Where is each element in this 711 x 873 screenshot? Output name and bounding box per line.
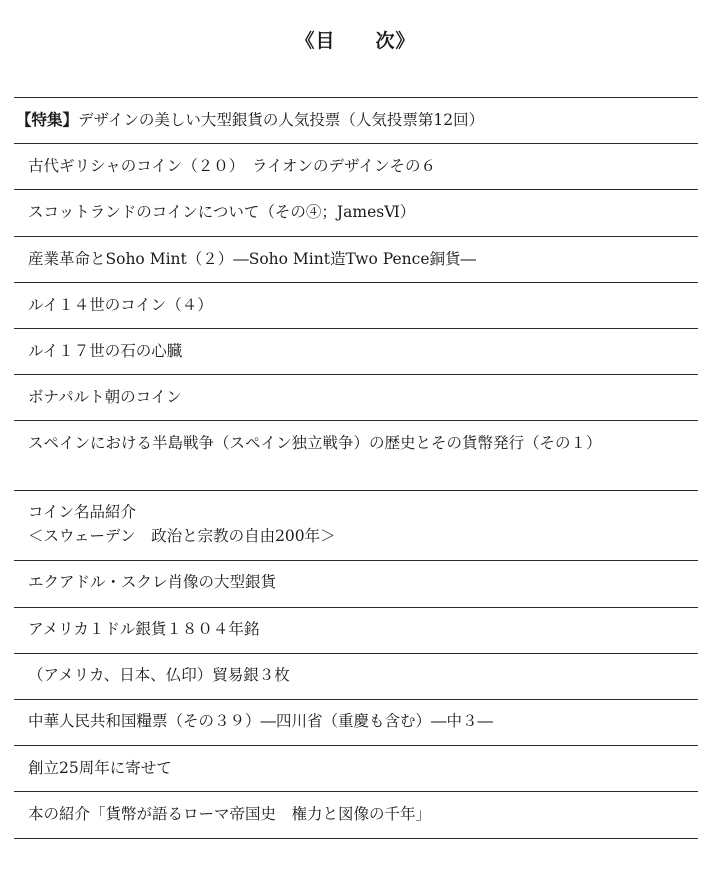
coin-feature-subtitle: ＜スウェーデン 政治と宗教の自由200年＞ <box>28 527 336 545</box>
divider <box>14 97 698 98</box>
toc-entry[interactable]: （アメリカ、日本、仏印）貿易銀３枚 <box>28 666 290 684</box>
toc-entry[interactable]: 中華人民共和国糧票（その３９）―四川省（重慶も含む）―中３― <box>28 712 494 730</box>
toc-entry-featured[interactable] <box>16 108 676 132</box>
toc-entry[interactable]: ボナパルト朝のコイン <box>28 388 182 406</box>
divider <box>14 791 698 792</box>
toc-entry[interactable]: 本の紹介「貨幣が語るローマ帝国史 権力と図像の千年」 <box>28 805 432 823</box>
featured-title: デザインの美しい大型銀貨の人気投票（人気投票第12回） <box>78 111 485 129</box>
toc-entry[interactable]: 産業革命とSoho Mint（２）―Soho Mint造Two Pence銅貨― <box>28 250 477 268</box>
divider <box>14 328 698 329</box>
toc-entry[interactable]: エクアドル・スクレ肖像の大型銀貨 <box>28 573 277 591</box>
toc-entry[interactable]: ルイ１７世の石の心臓 <box>28 342 183 360</box>
divider <box>14 143 698 144</box>
toc-entry[interactable]: アメリカ１ドル銀貨１８０４年銘 <box>28 620 260 638</box>
toc-entry[interactable]: ルイ１４世のコイン（４） <box>28 296 213 314</box>
divider <box>14 653 698 654</box>
divider <box>14 236 698 237</box>
divider <box>14 490 698 491</box>
divider <box>14 560 698 561</box>
divider <box>14 838 698 839</box>
toc-entry[interactable]: スペインにおける半島戦争（スペイン独立戦争）の歴史とその貨幣発行（その１） <box>28 434 602 452</box>
divider <box>14 745 698 746</box>
divider <box>14 189 698 190</box>
featured-tag: 【特集】 <box>16 110 79 129</box>
page-title: 《目 次》 <box>295 30 416 52</box>
divider <box>14 374 698 375</box>
divider <box>14 420 698 421</box>
toc-entry[interactable]: スコットランドのコインについて（その④；JamesⅥ） <box>28 203 416 221</box>
divider <box>14 699 698 700</box>
divider <box>14 607 698 608</box>
toc-entry[interactable]: 古代ギリシャのコイン（２０） ライオンのデザインその６ <box>28 157 436 175</box>
toc-entry[interactable]: 創立25周年に寄せて <box>28 759 172 777</box>
coin-feature-heading: コイン名品紹介 <box>28 503 137 521</box>
toc-entry-coin-feature[interactable] <box>28 500 688 548</box>
divider <box>14 282 698 283</box>
